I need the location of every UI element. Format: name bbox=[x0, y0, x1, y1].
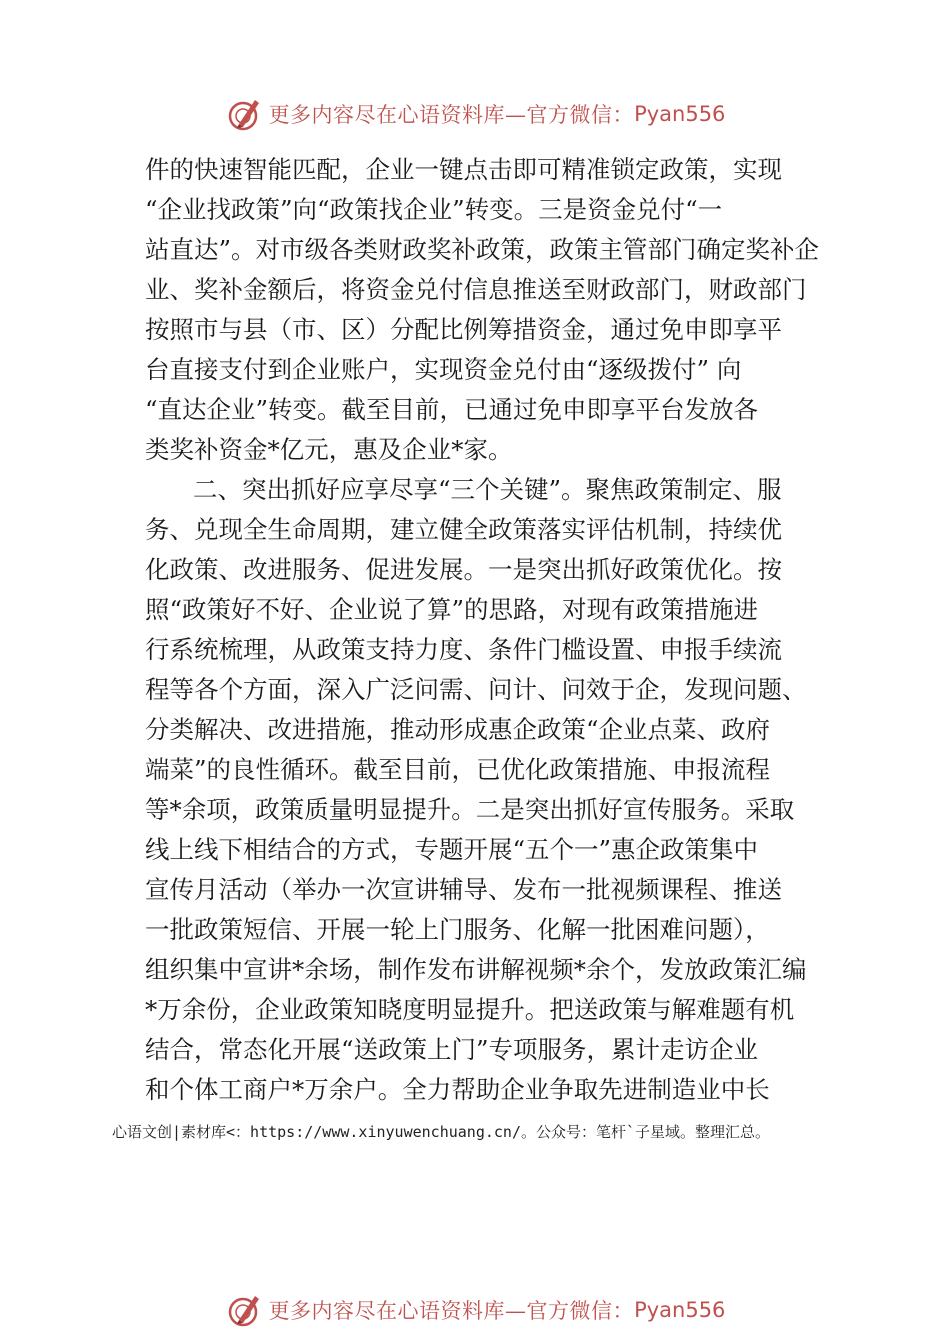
text-line: *万余份，企业政策知晓度明显提升。把送政策与解难题有机 bbox=[145, 995, 795, 1024]
text-line: 结合，常态化开展“送政策上门”专项服务，累计走访企业 bbox=[145, 1035, 759, 1064]
pen-seal-logo-icon bbox=[225, 94, 265, 134]
banner-wechat-id: Pyan556 bbox=[634, 102, 726, 126]
text-line: 业、奖补金额后，将资金兑付信息推送至财政部门，财政部门 bbox=[145, 275, 807, 304]
text-line: 线上线下相结合的方式，专题开展“五个一”惠企政策集中 bbox=[145, 835, 759, 864]
text-line: 台直接支付到企业账户，实现资金兑付由“逐级拨付” 向 bbox=[145, 355, 742, 384]
text-line: 等*余项，政策质量明显提升。二是突出抓好宣传服务。采取 bbox=[145, 795, 795, 824]
text-line: 按照市与县（市、区）分配比例筹措资金，通过免申即享平 bbox=[145, 315, 782, 344]
pen-seal-logo-icon bbox=[225, 1290, 265, 1330]
bottom-banner bbox=[0, 1288, 950, 1332]
text-line: 化政策、改进服务、促进发展。一是突出抓好政策优化。按 bbox=[145, 555, 782, 584]
section-heading-line: 二、突出抓好应享尽享“三个关键”。聚焦政策制定、服 bbox=[193, 475, 782, 504]
banner-text: 更多内容尽在心语资料库—官方微信： bbox=[268, 1299, 635, 1323]
text-line: 端菜”的良性循环。截至目前，已优化政策措施、申报流程 bbox=[145, 755, 771, 784]
document-body bbox=[145, 150, 825, 1110]
text-line: 和个体工商户*万余户。全力帮助企业争取先进制造业中长 bbox=[145, 1075, 770, 1104]
text-line: 类奖补资金*亿元，惠及企业*家。 bbox=[145, 435, 513, 464]
source-footnote: 心语文创|素材库<：https://www.xinyuwenchuang.cn/。公众号：笔杆`子星域。整理汇总。 bbox=[112, 1123, 771, 1141]
text-line: 站直达”。对市级各类财政奖补政策，政策主管部门确定奖补企 bbox=[145, 235, 820, 264]
text-line: 组织集中宣讲*余场，制作发布讲解视频*余个，发放政策汇编 bbox=[145, 955, 807, 984]
banner-text: 更多内容尽在心语资料库—官方微信： bbox=[268, 103, 635, 127]
text-line: 宣传月活动（举办一次宣讲辅导、发布一批视频课程、推送 bbox=[145, 875, 782, 904]
text-line: 件的快速智能匹配，企业一键点击即可精准锁定政策，实现 bbox=[145, 155, 782, 184]
text-line: “企业找政策”向“政策找企业”转变。三是资金兑付“一 bbox=[145, 195, 723, 224]
text-line: 务、兑现全生命周期，建立健全政策落实评估机制，持续优 bbox=[145, 515, 782, 544]
top-banner bbox=[0, 92, 950, 136]
text-line: 照“政策好不好、企业说了算”的思路，对现有政策措施进 bbox=[145, 595, 759, 624]
text-line: 一批政策短信、开展一轮上门服务、化解一批困难问题）， bbox=[145, 915, 770, 944]
text-line: 程等各个方面，深入广泛问需、问计、问效于企，发现问题、 bbox=[145, 675, 807, 704]
text-line: “直达企业”转变。截至目前，已通过免申即享平台发放各 bbox=[145, 395, 759, 424]
text-line: 分类解决、改进措施，推动形成惠企政策“企业点菜、政府 bbox=[145, 715, 771, 744]
banner-wechat-id: Pyan556 bbox=[634, 1298, 726, 1322]
text-line: 行系统梳理，从政策支持力度、条件门槛设置、申报手续流 bbox=[145, 635, 782, 664]
